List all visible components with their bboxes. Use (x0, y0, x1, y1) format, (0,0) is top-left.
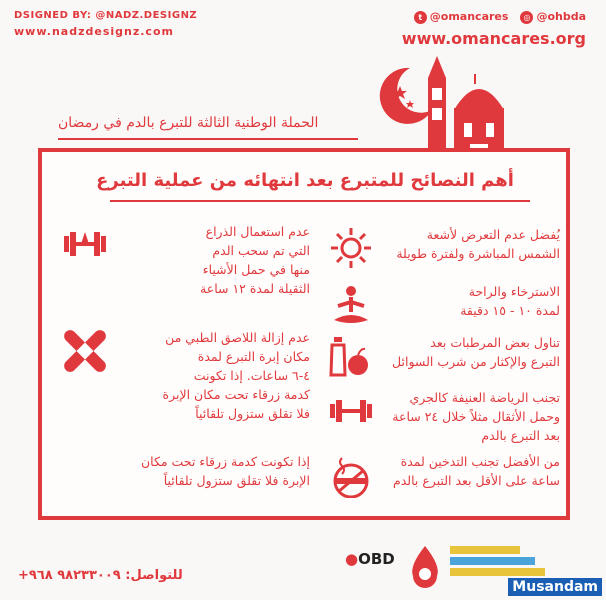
title-underline (110, 200, 530, 202)
instagram-handle[interactable]: ◎ @ohbda (520, 10, 586, 24)
tip-sun (328, 225, 560, 271)
tip-fluids (328, 333, 560, 379)
weightlifting-icon (62, 222, 108, 268)
campaign-underline (58, 138, 358, 140)
tip-arm-text: عدم استعمال الذراع التي تم سحب الدم منها في حمل الأشياء الثقيلة لمدة ١٢ ساعة (200, 224, 310, 296)
designer-site[interactable]: www.nadzdesignz.com (14, 25, 174, 38)
meditation-icon (328, 282, 374, 328)
tip-fluids-text: تناول بعض المرطبات بعد التبرع والإكثار من شرب السوائل (392, 335, 560, 369)
tip-smoking (328, 452, 560, 498)
fruit-water-icon (328, 333, 374, 379)
designer-credit: DSIGNED BY: @NADZ.DESIGNZ (14, 10, 198, 21)
no-smoking-icon (328, 452, 374, 498)
social-info (402, 10, 586, 48)
tip-arm (62, 222, 310, 298)
bandage-icon (62, 328, 108, 374)
tip-bandage-text: عدم إزالة اللاصق الطبي من مكان إبرة التبرع لمدة ٤-٦ ساعات. إذا تكونت كدمة زرقاء تحت مكان الإبرة فلا تقلق ستزول تلقائياً (162, 330, 310, 421)
blood-drop-logo (405, 544, 445, 588)
tip-smoking-text: من الأفضل تجنب التدخين لمدة ساعة على الأقل بعد التبرع بالدم (392, 454, 560, 488)
twitter-handle[interactable]: t @omancares (414, 10, 509, 24)
tip-bruise-text: إذا تكونت كدمة زرقاء تحت مكان الإبرة فلا تقلق ستزول تلقائياً (140, 454, 310, 488)
omancares-site[interactable]: www.omancares.org (401, 29, 586, 48)
tip-bandage (62, 328, 310, 423)
tip-rest (328, 282, 560, 328)
sun-icon (328, 225, 374, 271)
contact-phone[interactable]: للتواصل: ٩٨٢٣٣٠٠٩ ٩٦٨+ (18, 568, 183, 583)
tip-sun-text: يُفضل عدم التعرض لأشعة الشمس المباشرة ولفترة طويلة (396, 227, 560, 261)
tip-rest-text: الاسترخاء والراحة لمدة ١٠ - ١٥ دقيقة (460, 284, 560, 318)
tips-title: أهم النصائح للمتبرع بعد انتهائه من عملية التبرع (96, 170, 514, 191)
twitter-icon: t (414, 11, 427, 24)
campaign-title: الحملة الوطنية الثالثة للتبرع بالدم في رمضان (58, 115, 319, 131)
dumbbell-icon (328, 388, 374, 434)
musandam-watermark: Musandam (508, 578, 602, 596)
tip-bruise (62, 452, 310, 498)
tip-exercise (328, 388, 560, 445)
designer-info (14, 10, 197, 38)
instagram-icon: ◎ (520, 11, 533, 24)
tip-exercise-text: تجنب الرياضة العنيفة كالجري وحمل الأثقال مثلاً خلال ٢٤ ساعة بعد التبرع بالدم (392, 390, 560, 443)
obd-logo: ●OBD (345, 550, 395, 568)
